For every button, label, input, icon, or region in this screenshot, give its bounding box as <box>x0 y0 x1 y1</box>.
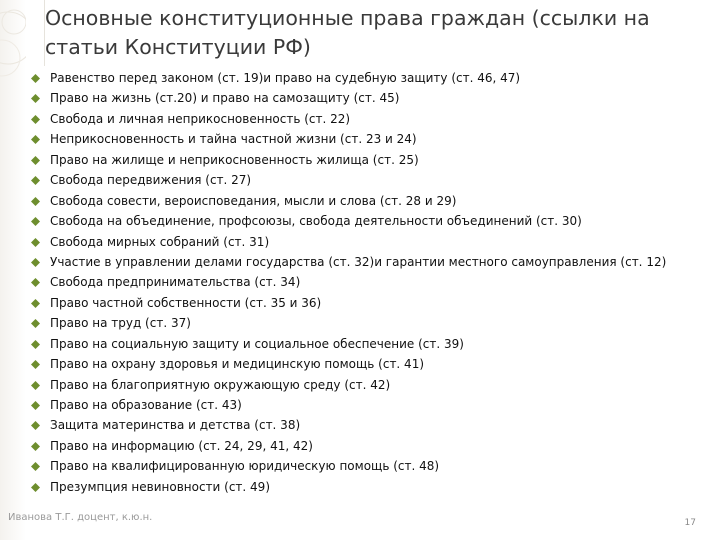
list-item-text: Равенство перед законом (ст. 19)и право на судебную защиту (ст. 46, 47) <box>50 71 521 85</box>
list-item <box>28 456 708 476</box>
list-item <box>28 293 708 313</box>
list-item-text: Свобода и личная неприкосновенность (ст. 22) <box>50 111 351 126</box>
list-item-text: Право на социальную защиту и социальное обеспечение (ст. 39) <box>50 336 464 351</box>
diamond-bullet-icon <box>31 135 40 144</box>
diamond-bullet-icon <box>31 381 40 390</box>
list-item-text: Право на благоприятную окружающую среду (ст. 42) <box>50 377 391 392</box>
list-item <box>28 68 708 88</box>
diamond-bullet-icon <box>31 483 40 492</box>
diamond-bullet-icon <box>31 156 40 165</box>
list-item <box>28 211 708 231</box>
list-item <box>28 272 708 292</box>
slide-title <box>45 4 685 62</box>
diamond-bullet-icon <box>31 238 40 247</box>
list-item <box>28 477 708 497</box>
page-number: 17 <box>684 518 696 528</box>
diamond-bullet-icon <box>31 319 40 328</box>
list-item-text: Право на образование (ст. 43) <box>50 398 242 412</box>
diamond-bullet-icon <box>31 258 40 267</box>
list-item <box>28 88 708 108</box>
list-item-text: Свобода на объединение, профсоюзы, свобода деятельности объединений (ст. 30) <box>50 214 582 229</box>
list-item <box>28 395 708 415</box>
diamond-bullet-icon <box>31 176 40 185</box>
list-item-text: Свобода совести, вероисповедания, мысли и слова (ст. 28 и 29) <box>50 193 457 208</box>
list-item <box>28 334 708 354</box>
decorative-circles <box>0 0 26 540</box>
diamond-bullet-icon <box>31 401 40 410</box>
list-item <box>28 232 708 252</box>
list-item <box>28 313 708 333</box>
diamond-bullet-icon <box>31 299 40 308</box>
list-item-text: Защита материнства и детства (ст. 38) <box>50 418 301 433</box>
list-item-text: Право на труд (ст. 37) <box>50 316 191 331</box>
list-item <box>28 170 708 190</box>
diamond-bullet-icon <box>31 462 40 471</box>
list-item <box>28 191 708 211</box>
diamond-bullet-icon <box>31 94 40 103</box>
diamond-bullet-icon <box>31 115 40 124</box>
slide-title-line-1: Основные конституционные права граждан (ссылки на <box>45 6 650 30</box>
rights-list <box>28 68 708 497</box>
list-item <box>28 375 708 395</box>
list-item <box>28 150 708 170</box>
list-item-text: Право частной собственности (ст. 35 и 36) <box>50 295 322 310</box>
list-item-text: Свобода передвижения (ст. 27) <box>50 173 252 188</box>
list-item-text: Неприкосновенность и тайна частной жизни (ст. 23 и 24) <box>50 132 417 147</box>
diamond-bullet-icon <box>31 442 40 451</box>
list-item <box>28 109 708 129</box>
footer-author: Иванова Т.Г. доцент, к.ю.н. <box>8 512 153 523</box>
list-item <box>28 354 708 374</box>
list-item-text: Право на квалифицированную юридическую помощь (ст. 48) <box>50 459 440 474</box>
list-item-text: Право на жилище и неприкосновенность жилища (ст. 25) <box>50 152 419 167</box>
list-item-text: Право на информацию (ст. 24, 29, 41, 42) <box>50 438 313 453</box>
list-item-text: Право на жизнь (ст.20) и право на самозащиту (ст. 45) <box>50 91 400 106</box>
list-item <box>28 252 708 272</box>
diamond-bullet-icon <box>31 278 40 287</box>
slide-title-line-2: статьи Конституции РФ) <box>45 35 311 59</box>
diamond-bullet-icon <box>31 340 40 349</box>
list-item-text: Свобода мирных собраний (ст. 31) <box>50 234 270 249</box>
diamond-bullet-icon <box>31 74 40 83</box>
diamond-bullet-icon <box>31 421 40 430</box>
diamond-bullet-icon <box>31 197 40 206</box>
list-item-text: Право на охрану здоровья и медицинскую помощь (ст. 41) <box>50 357 425 372</box>
list-item-text: Участие в управлении делами государства (ст. 32)и гарантии местного самоуправления (ст. 12) <box>50 254 667 269</box>
list-item <box>28 129 708 149</box>
diamond-bullet-icon <box>31 360 40 369</box>
left-decoration <box>0 0 26 540</box>
list-item <box>28 415 708 435</box>
diamond-bullet-icon <box>31 217 40 226</box>
list-item <box>28 436 708 456</box>
list-item-text: Презумпция невиновности (ст. 49) <box>50 479 271 494</box>
list-item-text: Свобода предпринимательства (ст. 34) <box>50 275 301 290</box>
